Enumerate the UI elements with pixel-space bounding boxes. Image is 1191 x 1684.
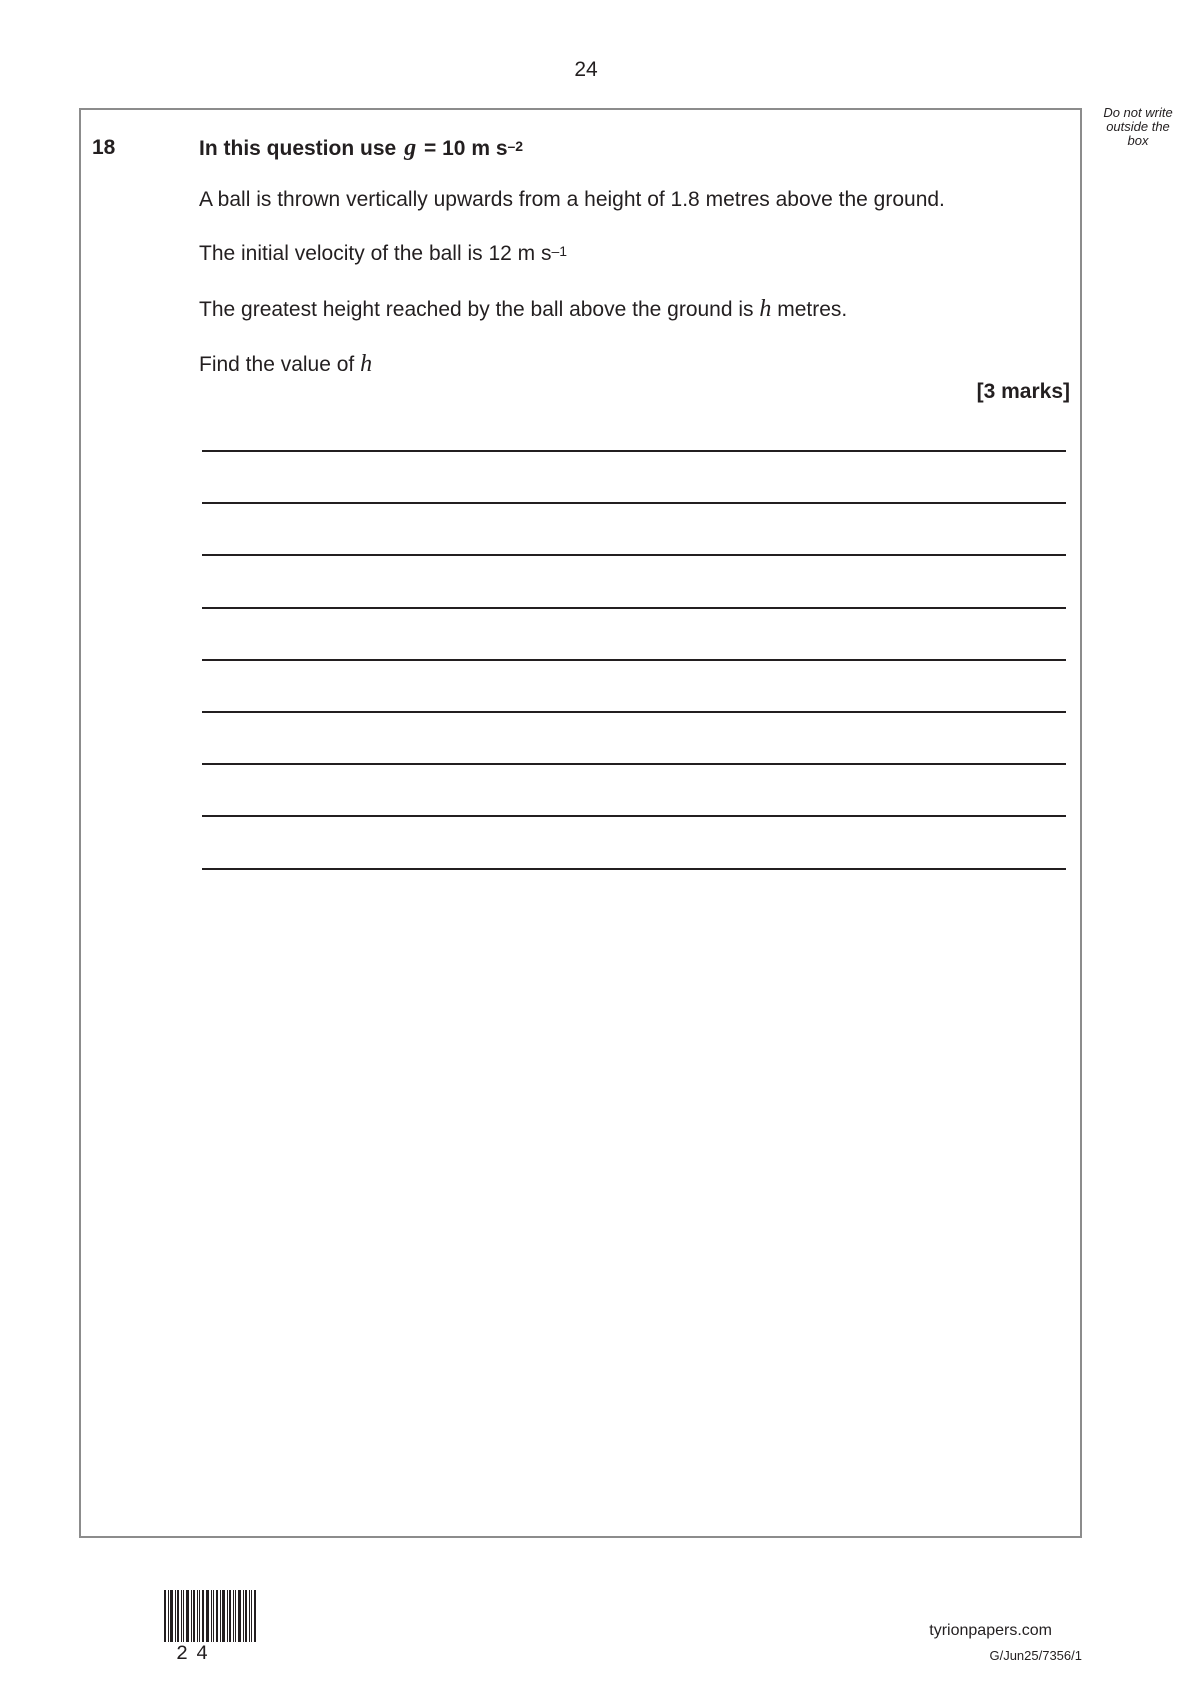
h-symbol: h (360, 351, 373, 377)
question-line-2 (199, 242, 567, 266)
marks-label: [3 marks] (976, 380, 1070, 403)
answer-line[interactable] (202, 502, 1066, 504)
answer-line[interactable] (202, 659, 1066, 661)
question-title-rest: = 10 m s (418, 137, 508, 160)
answer-line[interactable] (202, 450, 1066, 452)
question-line-3 (199, 296, 847, 323)
question-line-4-text: Find the value of (199, 353, 361, 376)
answer-line[interactable] (202, 607, 1066, 609)
g-symbol: g (404, 135, 417, 161)
question-number: 18 (92, 136, 116, 159)
barcode (164, 1590, 256, 1642)
paper-code: G/Jun25/7356/1 (989, 1648, 1082, 1663)
question-line-2-exponent: –1 (551, 243, 568, 259)
answer-line[interactable] (202, 711, 1066, 713)
question-line-2-text: The initial velocity of the ball is 12 m s (199, 242, 552, 265)
question-line-3-before: The greatest height reached by the ball above the ground is (199, 298, 760, 321)
page-number: 24 (574, 58, 598, 81)
answer-line[interactable] (202, 763, 1066, 765)
h-symbol: h (759, 296, 772, 322)
question-title-prefix: In this question use (199, 137, 397, 160)
barcode-digits: 24 (176, 1643, 217, 1666)
question-line-4 (199, 351, 372, 378)
margin-note: Do not write outside the box (1103, 105, 1173, 148)
question-line-1: A ball is thrown vertically upwards from a height of 1.8 metres above the ground. (199, 188, 945, 211)
question-title-exponent: –2 (507, 138, 524, 154)
answer-line[interactable] (202, 868, 1066, 870)
question-title (199, 135, 523, 162)
answer-line[interactable] (202, 815, 1066, 817)
answer-line[interactable] (202, 554, 1066, 556)
question-line-3-after: metres. (771, 298, 848, 321)
site-name: tyrionpapers.com (929, 1622, 1052, 1639)
